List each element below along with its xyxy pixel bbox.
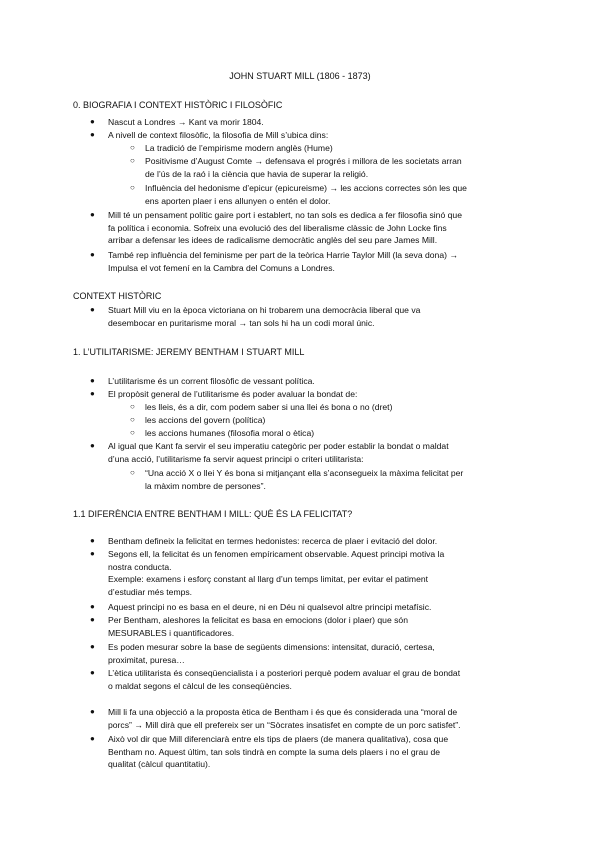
bullet-level1: ● <box>90 376 95 385</box>
list-item: L’utilitarisme és un corrent filosòfic de vessant política. <box>108 376 315 386</box>
bullet-level1: ● <box>90 210 95 219</box>
list-item: També rep influència del feminisme per part de la teòrica Harrie Taylor Mill (la seva dona) → Impulsa el vot femení en la Cambra del Comuns a Londres. <box>108 250 458 273</box>
list-item: Per Bentham, aleshores la felicitat es basa en emocions (dolor i plaer) que són MESURABLES i quantificadores. <box>108 615 408 638</box>
bullet-level2: ○ <box>130 402 135 411</box>
bullet-level1: ● <box>90 130 95 139</box>
list-item: Això vol dir que Mill diferenciarà entre els tips de plaers (de manera qualitativa), cosa que Bentham no. Aquest últim, tan sols tindrà en compte la suma dels plaers i no el grau de qualitat (càlcul quantitatiu). <box>108 734 449 770</box>
bullet-level1: ● <box>90 707 95 716</box>
list-item: Bentham defineix la felicitat en termes hedonistes: recerca de plaer i evitació del dolor. <box>108 536 438 546</box>
bullet-level2: ○ <box>130 156 135 165</box>
list-item: Nascut a Londres → Kant va morir 1804. <box>108 117 264 127</box>
bullet-level1: ● <box>90 250 95 259</box>
list-item: A nivell de context filosòfic, la filosofia de Mill s’ubica dins: <box>108 130 329 140</box>
bullet-level1: ● <box>90 734 95 743</box>
bullet-level1: ● <box>90 668 95 677</box>
bullet-level1: ● <box>90 615 95 624</box>
list-item: Mill té un pensament polític gaire port i establert, no tan sols es dedica a fer filosofia sinó que fa política i economia. Sofreix una evolució des del liberalisme clàssic de John Locke fins arribar a defensar les idees de radicalisme democràtic anglès del seu pare James Mill. <box>108 210 462 246</box>
list-item: Mill li fa una objecció a la proposta ètica de Bentham i és que és considerada una “moral de porcs” → Mill dirà que ell prefereix ser un “Sòcrates insatisfet en compte de un porc satisfet”. <box>108 707 461 730</box>
list-item: Al igual que Kant fa servir el seu imperatiu categòric per poder establir la bondat o maldat d’una acció, l’utilitarisme fa servir aquest principi o criteri utilitarista: <box>108 441 449 464</box>
document-title: JOHN STUART MILL (1806 - 1873) <box>229 71 371 81</box>
bullet-level2: ○ <box>130 183 135 192</box>
bullet-level2: ○ <box>130 415 135 424</box>
list-item: Stuart Mill viu en la època victoriana on hi trobarem una democràcia liberal que va desembocar en puritarisme moral → tan sols hi ha un codi moral únic. <box>108 305 421 328</box>
bullet-level1: ● <box>90 536 95 545</box>
sub-list-item: Positivisme d’August Comte → defensava el progrés i millora de les societats arran de l’ús de la raó i la ciència que havia de superar la religió. <box>145 156 462 179</box>
list-item: L’ètica utilitarista és conseqüencialista i a posteriori perquè podem avaluar el grau de bondat o maldat segons el càlcul de les conseqüències. <box>108 668 461 691</box>
section-heading-context: CONTEXT HISTÒRIC <box>73 291 162 301</box>
section-heading-biografia: 0. BIOGRAFIA I CONTEXT HISTÒRIC I FILOSÒFIC <box>73 100 283 110</box>
bullet-level1: ● <box>90 389 95 398</box>
section-heading-diferencia: 1.1 DIFERÈNCIA ENTRE BENTHAM I MILL: QUÈ ÉS LA FELICITAT? <box>73 509 353 519</box>
bullet-level1: ● <box>90 642 95 651</box>
sub-list-item: les lleis, és a dir, com podem saber si una llei és bona o no (dret) <box>145 402 393 412</box>
bullet-level1: ● <box>90 305 95 314</box>
sub-list-item: La tradició de l’empirisme modern anglès (Hume) <box>145 143 333 153</box>
sub-list-item: “Una acció X o llei Y és bona si mitjançant ella s’aconsegueix la màxima felicitat per la màxim nombre de persones”. <box>145 468 464 491</box>
section-heading-utilitarisme: 1. L’UTILITARISME: JEREMY BENTHAM I STUART MILL <box>73 347 305 357</box>
bullet-level1: ● <box>90 602 95 611</box>
list-item: Es poden mesurar sobre la base de següents dimensions: intensitat, duració, certesa, proximitat, puresa… <box>108 642 435 665</box>
list-item: Aquest principi no es basa en el deure, ni en Déu ni qualsevol altre principi metafísic. <box>108 602 432 612</box>
bullet-level2: ○ <box>130 143 135 152</box>
bullet-level1: ● <box>90 117 95 126</box>
bullet-level2: ○ <box>130 468 135 477</box>
bullet-level1: ● <box>90 549 95 558</box>
bullet-level1: ● <box>90 441 95 450</box>
list-item: El propòsit general de l’utilitarisme és poder avaluar la bondat de: <box>108 389 358 399</box>
sub-list-item: les accions del govern (política) <box>145 415 266 425</box>
sub-list-item: les accions humanes (filosofia moral o ètica) <box>145 428 315 438</box>
sub-list-item: Influència del hedonisme d’epicur (epicureisme) → les accions correctes són les que ens aporten plaer i ens allunyen o entén el dolor. <box>145 183 467 206</box>
list-item: Segons ell, la felicitat és un fenomen empíricament observable. Aquest principi motiva la nostra conducta. Exemple: examens i esforç constant al llarg d’un temps limitat, per evitar el patiment d’estudiar més temps. <box>108 549 445 597</box>
bullet-level2: ○ <box>130 428 135 437</box>
